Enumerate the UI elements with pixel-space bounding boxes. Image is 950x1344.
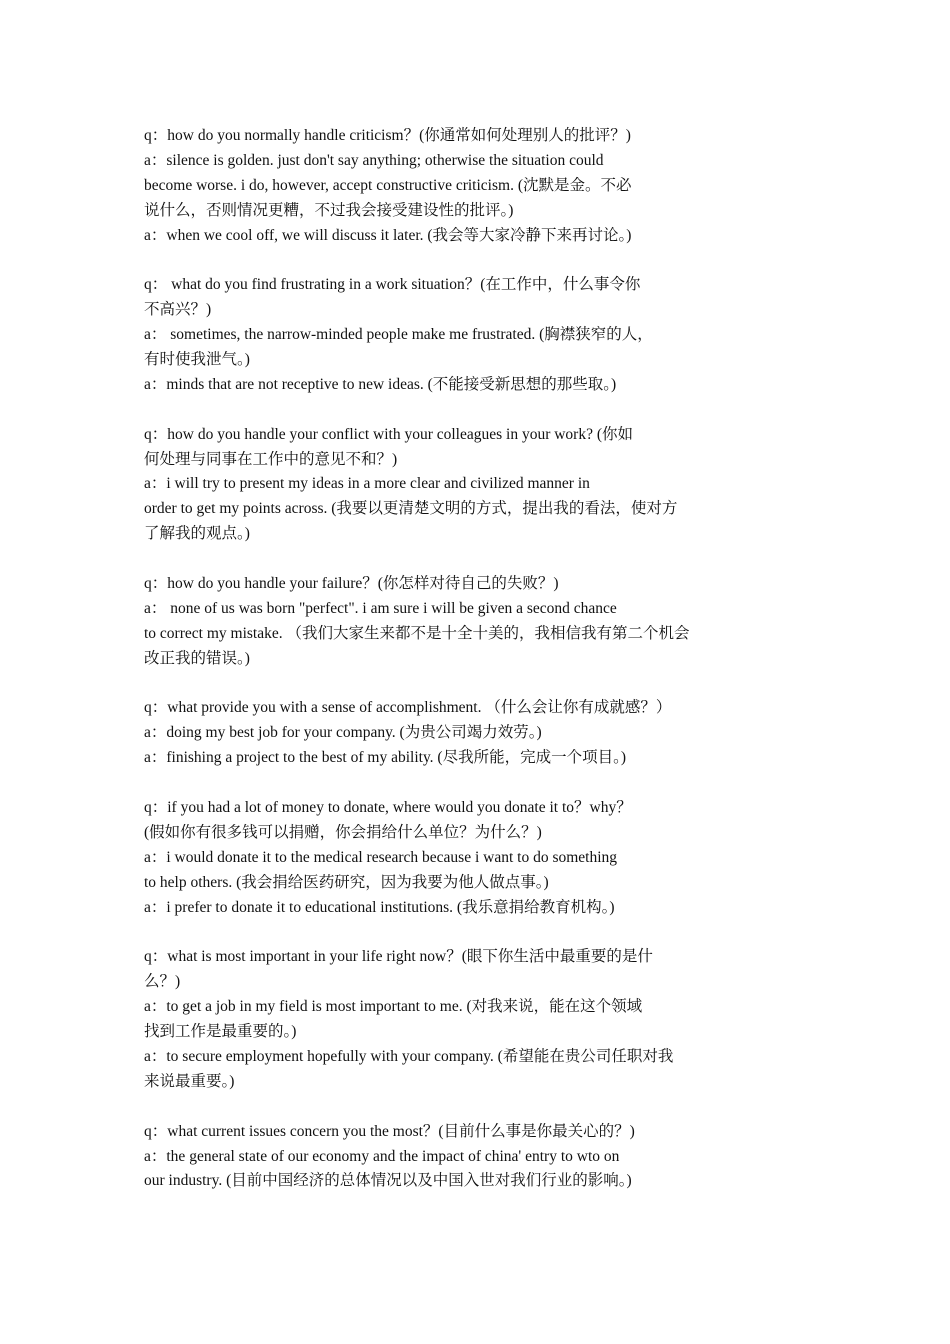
text-line: become worse. i do, however, accept constructive criticism. (沈默是金。不必 <box>144 176 632 194</box>
text-line: 有时使我泄气。) <box>144 351 250 369</box>
text-line: 找到工作是最重要的。) <box>144 1023 297 1041</box>
answer-line: a：silence is golden. just don't say anything; otherwise the situation could <box>144 151 604 169</box>
answer-line: a： sometimes, the narrow-minded people make me frustrated. (胸襟狭窄的人， <box>144 326 653 344</box>
text-line: to help others. (我会捐给医药研究，因为我要为他人做点事。) <box>144 873 549 891</box>
text-line: 么？) <box>144 973 181 991</box>
text-line: order to get my points across. (我要以更清楚文明的方式，提出我的看法，使对方 <box>144 500 678 518</box>
question-line: q：what is most important in your life right now？(眼下你生活中最重要的是什 <box>144 948 653 966</box>
answer-line: a：doing my best job for your company. (为贵公司竭力效劳。) <box>144 724 542 742</box>
answer-line: a：the general state of our economy and the impact of china' entry to wto on <box>144 1147 620 1165</box>
paragraph-gap <box>144 1095 744 1120</box>
paragraph-gap <box>144 547 744 572</box>
question-line: q：how do you handle your conflict with your colleagues in your work? (你如 <box>144 425 634 443</box>
text-line: our industry. (目前中国经济的总体情况以及中国入世对我们行业的影响。) <box>144 1172 632 1190</box>
text-line: to correct my mistake. （我们大家生来都不是十全十美的，我相信我有第二个机会 <box>144 624 690 642</box>
text-line: 何处理与同事在工作中的意见不和？) <box>144 450 398 468</box>
answer-line: a：to secure employment hopefully with your company. (希望能在贵公司任职对我 <box>144 1047 674 1065</box>
answer-line: a： none of us was born "perfect". i am sure i will be given a second chance <box>144 599 617 617</box>
text-line: 来说最重要。) <box>144 1072 235 1090</box>
text-line: 改正我的错误。) <box>144 649 250 667</box>
answer-line: a：when we cool off, we will discuss it later. (我会等大家冷静下来再讨论。) <box>144 226 632 244</box>
text-line: 了解我的观点。) <box>144 525 250 543</box>
document-body <box>144 124 744 1194</box>
text-line: 说什么，否则情况更糟，不过我会接受建设性的批评。) <box>144 201 514 219</box>
paragraph-gap <box>144 672 744 697</box>
text-line: 不高兴？) <box>144 301 212 319</box>
answer-line: a：to get a job in my field is most important to me. (对我来说，能在这个领域 <box>144 998 643 1016</box>
answer-line: a：i prefer to donate it to educational institutions. (我乐意捐给教育机构。) <box>144 898 615 916</box>
answer-line: a：i would donate it to the medical research because i want to do something <box>144 848 618 866</box>
text-line: (假如你有很多钱可以捐赠，你会捐给什么单位？为什么？) <box>144 823 542 841</box>
question-line: q： what do you find frustrating in a work situation？(在工作中，什么事令你 <box>144 276 641 294</box>
answer-line: a：finishing a project to the best of my ability. (尽我所能，完成一个项目。) <box>144 749 627 767</box>
question-line: q：if you had a lot of money to donate, where would you donate it to？why？ <box>144 799 632 817</box>
answer-line: a：minds that are not receptive to new ideas. (不能接受新思想的那些取。) <box>144 375 617 393</box>
paragraph-gap <box>144 771 744 796</box>
question-line: q：what provide you with a sense of accomplishment. （什么会让你有成就感？） <box>144 699 672 717</box>
question-line: q：how do you normally handle criticism？(你通常如何处理别人的批评？) <box>144 127 631 144</box>
answer-line: a：i will try to present my ideas in a more clear and civilized manner in <box>144 475 590 493</box>
paragraph-gap <box>144 398 744 423</box>
question-line: q：what current issues concern you the most？(目前什么事是你最关心的？) <box>144 1122 635 1140</box>
question-line: q：how do you handle your failure？(你怎样对待自己的失败？) <box>144 575 559 593</box>
paragraph-gap <box>144 921 744 946</box>
paragraph-gap <box>144 248 744 273</box>
